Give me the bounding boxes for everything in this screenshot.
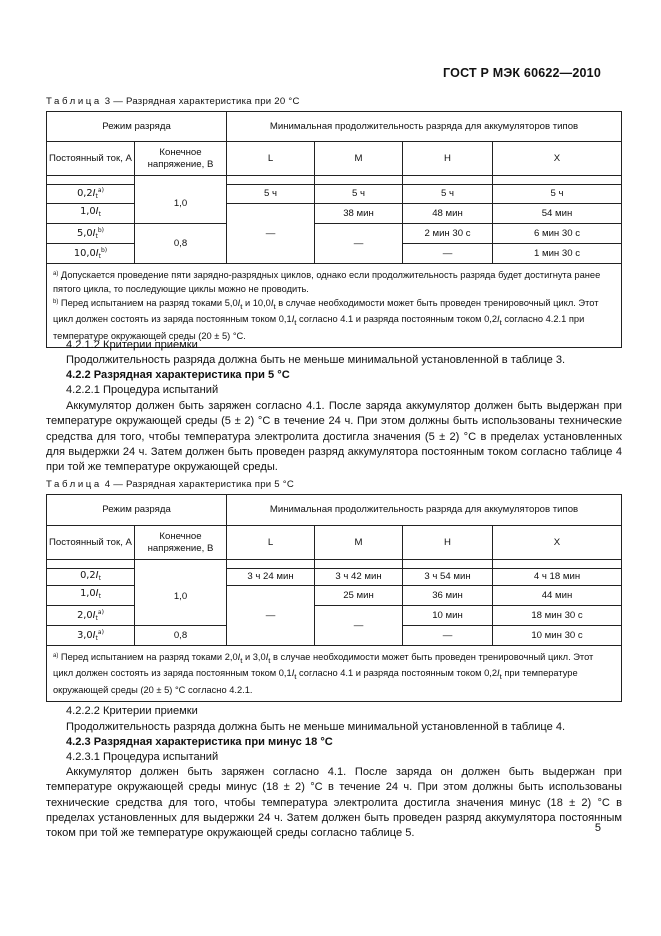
table4-header-current: Постоянный ток, А — [47, 526, 135, 560]
table-cell-current: $3,0I_t^{а)}$ — [47, 626, 135, 646]
table-cell: 3 ч 24 мин — [227, 569, 315, 586]
table3-header-current: Постоянный ток, А — [47, 142, 135, 176]
table3-note-a: $^{а)}$ Допускается проведение пяти зарядно-разрядных циклов, однако если продолжительность разряда будет достигнута ранее пятого цикла, то последующие циклы можно не проводить. — [53, 270, 601, 294]
table-cell-dash: — — [315, 224, 403, 264]
table4-header-voltage — [135, 526, 227, 560]
table-cell: 54 мин — [493, 204, 622, 224]
table-cell: — — [403, 626, 493, 646]
table-cell-current: $0,2I_t^{а)}$ — [47, 185, 135, 204]
table4-type-M: M — [315, 526, 403, 560]
table4-header-mode: Режим разряда — [47, 495, 227, 526]
paragraph-2: Аккумулятор должен быть заряжен согласно 4.1. После заряда аккумулятор должен быть выдержан при температуре окружающей среды (5 ± 2) °С в течение 24 ч. При этом должны быть использованы технические средства для того, чтобы температура электролита достигла значения (5 ± 2) °С в пределах установленных для выдержки 24 ч. Затем должен быть проведен разряд аккумулятора постоянным током согласно таблице 4 при той же температуре окружающей среды. — [46, 400, 622, 474]
table-cell: 3 ч 42 мин — [315, 569, 403, 586]
table4-caption-prefix: Таблица — [46, 479, 102, 490]
table-cell-voltage: 0,8 — [135, 224, 227, 264]
table-cell: — — [403, 244, 493, 264]
table3-note-b: $^{b)}$ Перед испытанием на разряд токами $5,0I_t$ и $10,0I_t$ в случае необходимости может быть проведен тренировочный цикл. Этот цикл должен состоять из заряда постоянным током $0,1I_t$ согласно 4.1 и разряда постоянным током $0,2I_t$ согласно 4.2.1 при температуре окружающей среды (20 ± 5) °С. — [53, 298, 599, 341]
table3-header-mode: Режим разряда — [47, 112, 227, 142]
paragraph-3: Продолжительность разряда должна быть не меньше минимальной установленной в таблице 4. — [66, 721, 566, 733]
table-cell: 10 мин — [403, 606, 493, 626]
table3-header-min-duration: Минимальная продолжительность разряда для аккумуляторов типов — [227, 112, 622, 142]
table-cell-voltage: 1,0 — [135, 185, 227, 224]
table4-type-H: H — [403, 526, 493, 560]
table-cell: 5 ч — [403, 185, 493, 204]
table-cell: 44 мин — [493, 586, 622, 606]
table3-footnotes — [47, 264, 622, 348]
section-4-2-2-1: 4.2.2.1 Процедура испытаний — [66, 384, 219, 396]
table-cell: 1 мин 30 с — [493, 244, 622, 264]
table3-caption — [46, 96, 300, 107]
section-4-2-3-1: 4.2.3.1 Процедура испытаний — [66, 751, 219, 763]
table-cell: 3 ч 54 мин — [403, 569, 493, 586]
document-header: ГОСТ Р МЭК 60622—2010 — [443, 66, 601, 80]
table-cell: 36 мин — [403, 586, 493, 606]
paragraph-4: Аккумулятор должен быть заряжен согласно 4.1. После заряда он должен быть выдержан при температуре окружающей среды минус (18 ± 2) °С в течение 24 ч. При этом должны быть использованы технические средства для того, чтобы температура электролита достигла значения минус (18 ± 2) °С в пределах установленных для выдержки 24 ч. Затем должен быть проведен разряд аккумулятора постоянным током при той же температуре окружающей среды согласно таблице 5. — [46, 766, 622, 840]
section-4-2-1-2: 4.2.1.2 Критерии приемки — [66, 339, 198, 351]
table-cell-dash: — — [227, 586, 315, 646]
table-cell-dash: — — [315, 606, 403, 646]
table-cell: 5 ч — [227, 185, 315, 204]
table3-caption-text: 3 — Разрядная характеристика при 20 °С — [101, 96, 300, 107]
table4-type-X: X — [493, 526, 622, 560]
table-cell-current: $1,0I_t$ — [47, 204, 135, 224]
table3-caption-prefix: Таблица — [46, 96, 102, 107]
table4-type-L: L — [227, 526, 315, 560]
table-cell-current: $5,0I_t^{b)}$ — [47, 224, 135, 244]
table-cell: 18 мин 30 с — [493, 606, 622, 626]
header-voltage-line2: напряжение, В — [147, 158, 214, 170]
section-4-2-3: 4.2.3 Разрядная характеристика при минус 18 °С — [66, 736, 333, 748]
page-number: 5 — [594, 822, 601, 834]
header-voltage-line1: Конечное — [159, 146, 202, 158]
section-4-2-2: 4.2.2 Разрядная характеристика при 5 °С — [66, 369, 290, 381]
table-cell: 5 ч — [493, 185, 622, 204]
table-cell: 25 мин — [315, 586, 403, 606]
table-cell: 38 мин — [315, 204, 403, 224]
header-voltage-line2: напряжение, В — [147, 542, 214, 554]
table-cell: 10 мин 30 с — [493, 626, 622, 646]
table4-caption — [46, 479, 294, 490]
header-voltage-line1: Конечное — [159, 530, 202, 542]
section-4-2-2-2: 4.2.2.2 Критерии приемки — [66, 705, 198, 717]
table-cell: 48 мин — [403, 204, 493, 224]
table-cell-voltage: 0,8 — [135, 626, 227, 646]
table-cell: 6 мин 30 с — [493, 224, 622, 244]
table-cell-current: $2,0I_t^{а)}$ — [47, 606, 135, 626]
table-cell: 2 мин 30 с — [403, 224, 493, 244]
table3-type-M: M — [315, 142, 403, 176]
table-cell-current: $1,0I_t$ — [47, 586, 135, 606]
table3 — [46, 111, 622, 348]
table-cell-current: $10,0I_t^{b)}$ — [47, 244, 135, 264]
table4-note-a: $^{а)}$ Перед испытанием на разряд токами $2,0I_t$ и $3,0I_t$ в случае необходимости может быть проведен тренировочный цикл. Этот цикл должен состоять из заряда постоянным током $0,1I_t$ согласно 4.1 и разряда постоянным током $0,2I_t$ при температуре окружающей среды (20 ± 5) °С согласно 4.2.1. — [53, 652, 594, 695]
table4-footnote — [47, 646, 622, 702]
table3-type-L: L — [227, 142, 315, 176]
table4-header-min-duration: Минимальная продолжительность разряда для аккумуляторов типов — [227, 495, 622, 526]
paragraph-1: Продолжительность разряда должна быть не меньше минимальной установленной в таблице 3. — [66, 354, 566, 366]
table-cell: 4 ч 18 мин — [493, 569, 622, 586]
table-cell-current: $0,2I_t$ — [47, 569, 135, 586]
table4 — [46, 494, 622, 702]
table4-caption-text: 4 — Разрядная характеристика при 5 °С — [101, 479, 295, 490]
table-cell: 5 ч — [315, 185, 403, 204]
table3-type-H: H — [403, 142, 493, 176]
table-cell-dash: — — [227, 204, 315, 264]
table-cell-voltage: 1,0 — [135, 569, 227, 626]
table3-header-voltage — [135, 142, 227, 176]
table3-type-X: X — [493, 142, 622, 176]
